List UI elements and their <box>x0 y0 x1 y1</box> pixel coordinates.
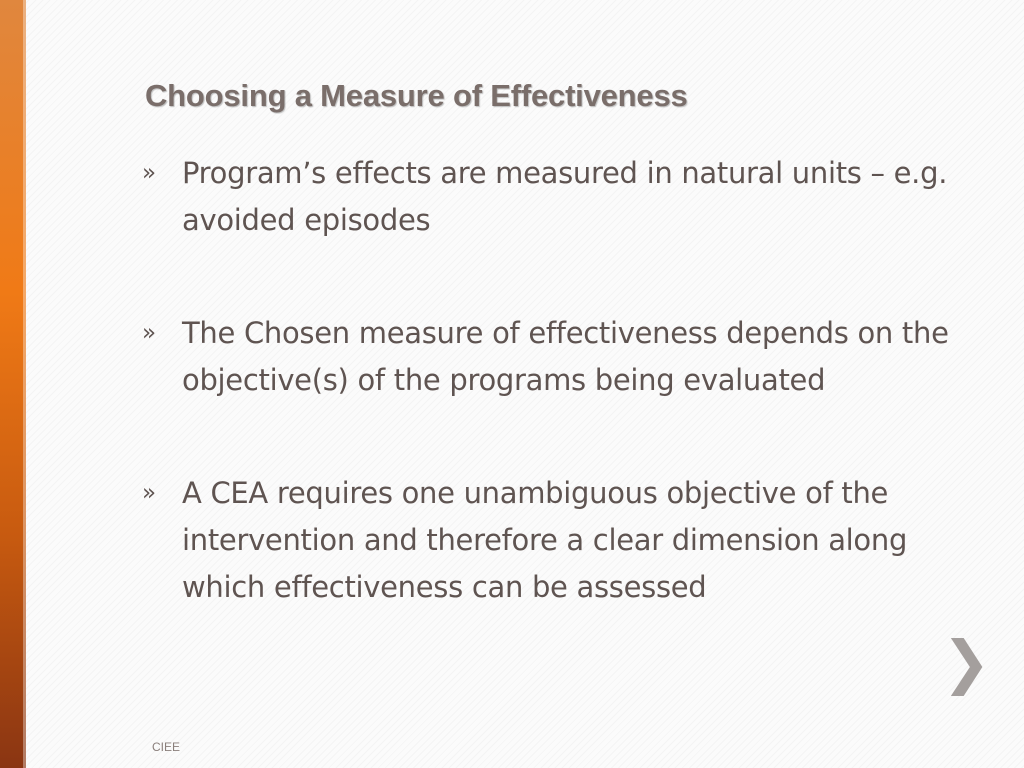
bullet-text: The Chosen measure of effectiveness depends on the objective(s) of the programs being evaluated <box>182 316 949 397</box>
bullet-item <box>140 150 960 244</box>
footer-label: CIEE <box>152 740 181 754</box>
bullet-item <box>140 470 960 611</box>
bullet-marker: » <box>142 320 156 346</box>
bullet-item <box>140 310 960 404</box>
slide-title: Choosing a Measure of Effectiveness <box>145 78 688 113</box>
bullet-list <box>140 150 960 611</box>
bullet-text: Program’s effects are measured in natural units – e.g. avoided episodes <box>182 156 948 237</box>
bullet-marker: » <box>142 480 156 506</box>
next-slide-chevron-right-icon[interactable]: ❯ <box>942 628 991 696</box>
bullet-text: A CEA requires one unambiguous objective of the intervention and therefore a clear dimension along which effectiveness can be assessed <box>182 476 908 604</box>
bullet-marker: » <box>142 160 156 186</box>
accent-side-bar <box>0 0 26 768</box>
